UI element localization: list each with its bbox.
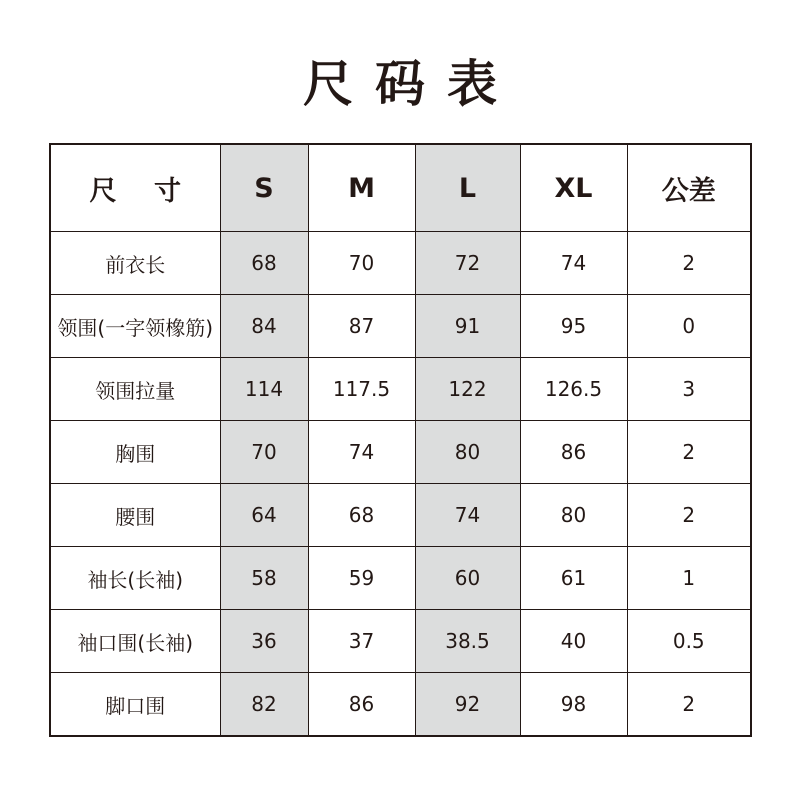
cell-tolerance: 0 [627,295,751,358]
cell-label: 袖长(长袖) [50,547,220,610]
cell-size-xl: 86 [520,421,627,484]
cell-label: 腰围 [50,484,220,547]
cell-size-xl: 61 [520,547,627,610]
table-row [50,358,751,421]
cell-tolerance: 0.5 [627,610,751,673]
cell-tolerance: 2 [627,421,751,484]
cell-size-m: 68 [308,484,415,547]
cell-size-l: 72 [415,232,520,295]
cell-size-m: 37 [308,610,415,673]
table-row [50,610,751,673]
size-chart-table [49,143,752,737]
cell-size-s: 36 [220,610,308,673]
cell-label: 胸围 [50,421,220,484]
cell-size-s: 70 [220,421,308,484]
cell-label: 领围(一字领橡筋) [50,295,220,358]
table-row [50,547,751,610]
cell-tolerance: 2 [627,673,751,737]
cell-size-m: 87 [308,295,415,358]
cell-size-s: 114 [220,358,308,421]
cell-size-m: 59 [308,547,415,610]
cell-size-m: 117.5 [308,358,415,421]
cell-label: 袖口围(长袖) [50,610,220,673]
cell-tolerance: 1 [627,547,751,610]
cell-size-l: 60 [415,547,520,610]
cell-size-m: 86 [308,673,415,737]
cell-label: 领围拉量 [50,358,220,421]
cell-size-m: 70 [308,232,415,295]
cell-size-s: 64 [220,484,308,547]
header-cell-size-s: S [220,144,308,232]
cell-size-xl: 74 [520,232,627,295]
page-title: 尺码表 [303,55,519,113]
cell-size-l: 92 [415,673,520,737]
table-row [50,232,751,295]
cell-tolerance: 2 [627,232,751,295]
header-cell-size-xl: XL [520,144,627,232]
cell-tolerance: 3 [627,358,751,421]
cell-size-xl: 40 [520,610,627,673]
table-row [50,484,751,547]
table-row [50,421,751,484]
cell-size-l: 122 [415,358,520,421]
header-cell-measurement: 尺 寸 [50,144,220,232]
cell-size-l: 80 [415,421,520,484]
cell-size-l: 91 [415,295,520,358]
cell-size-s: 84 [220,295,308,358]
header-row [50,144,751,232]
cell-size-l: 38.5 [415,610,520,673]
cell-size-s: 58 [220,547,308,610]
cell-size-xl: 98 [520,673,627,737]
table-body [50,232,751,737]
cell-label: 脚口围 [50,673,220,737]
header-cell-size-l: L [415,144,520,232]
header-cell-size-m: M [308,144,415,232]
cell-tolerance: 2 [627,484,751,547]
cell-size-s: 68 [220,232,308,295]
cell-size-l: 74 [415,484,520,547]
table-row [50,673,751,737]
cell-size-xl: 95 [520,295,627,358]
cell-size-m: 74 [308,421,415,484]
cell-size-xl: 80 [520,484,627,547]
cell-size-s: 82 [220,673,308,737]
cell-size-xl: 126.5 [520,358,627,421]
cell-label: 前衣长 [50,232,220,295]
header-cell-tolerance: 公差 [627,144,751,232]
table-row [50,295,751,358]
